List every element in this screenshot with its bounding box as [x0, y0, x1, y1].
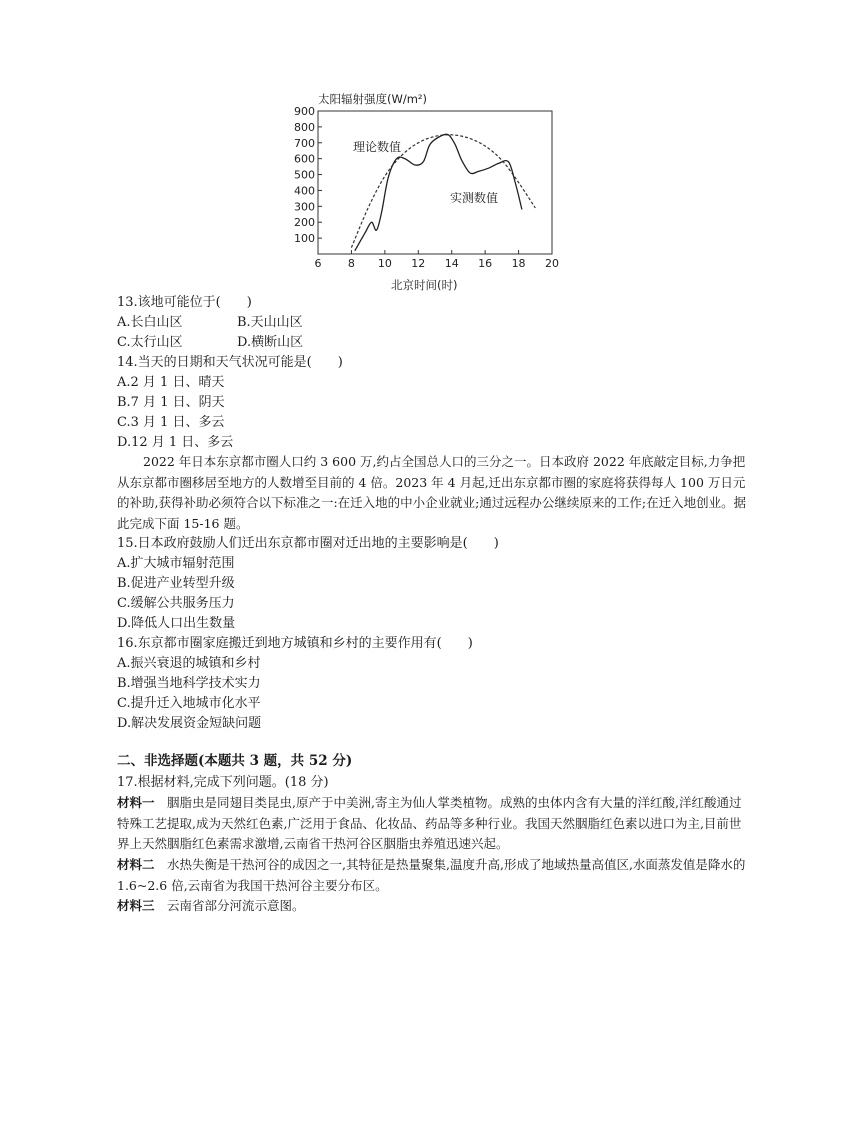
q15-option-b[interactable]: B.促进产业转型升级 [117, 576, 235, 591]
x-tick-label: 6 [314, 257, 322, 270]
x-axis-label: 北京时间(时) [391, 278, 458, 292]
material-2-label: 材料二 [117, 857, 155, 872]
q15-stem: 15.日本政府鼓励人们迁出东京都市圈对迁出地的主要影响是( ) [117, 536, 499, 551]
q13-stem: 13.该地可能位于( ) [117, 295, 252, 310]
tokyo-passage: 2022 年日本东京都市圈人口约 3 600 万,约占全国总人口的三分之一。日本政府 2022 年底敲定目标,力争把从东京都市圈移居至地方的人数增至目前的 4 倍。2023 年 4 月起,迁出东京都市圈的家庭将获得每人 100 万日元的补助,获得补助必须符合以下标准之一:在迁入地的中小企业就业;通过远程办公继续原来的工作;在迁入地创业。据此完成下面 15-16 题。 [117, 454, 747, 531]
y-tick-label: 600 [294, 152, 315, 166]
x-tick-label: 16 [478, 257, 493, 270]
q13-option-c[interactable]: C.太行山区 [117, 335, 183, 350]
q14-option-a[interactable]: A.2 月 1 日、晴天 [117, 375, 225, 390]
q13-option-b[interactable]: B.天山山区 [237, 315, 303, 330]
y-tick-label: 100 [294, 232, 315, 246]
y-tick-label: 900 [294, 105, 315, 118]
y-tick-label: 400 [294, 184, 315, 198]
material-3-label: 材料三 [117, 898, 155, 913]
x-tick-label: 8 [347, 257, 355, 270]
q14-option-c[interactable]: C.3 月 1 日、多云 [117, 415, 225, 430]
material-1-text: 胭脂虫是同翅目类昆虫,原产于中美洲,寄主为仙人掌类植物。成熟的虫体内含有大量的洋红酸,洋红酸通过特殊工艺提取,成为天然红色素,广泛用于食品、化妆品、药品等多种行业。我国天然胭脂红色素以进口为主,目前世界上天然胭脂红色素需求激增,云南省干热河谷区胭脂虫养殖迅速兴起。 [117, 795, 742, 851]
material-1 [117, 793, 747, 855]
q15-option-d[interactable]: D.降低人口出生数量 [117, 616, 236, 631]
y-tick-label: 200 [294, 216, 315, 230]
q16-option-a[interactable]: A.振兴衰退的城镇和乡村 [117, 656, 261, 671]
y-tick-label: 500 [294, 168, 315, 182]
q13-option-a[interactable]: A.长白山区 [117, 315, 183, 330]
q16-option-d[interactable]: D.解决发展资金短缺问题 [117, 716, 262, 731]
y-tick-label: 800 [294, 120, 315, 134]
q16-option-c[interactable]: C.提升迁入地城市化水平 [117, 696, 261, 711]
x-axis-ticks [315, 250, 560, 270]
measured-label: 实测数值 [450, 191, 499, 205]
q17-stem: 17.根据材料,完成下列问题。(18 分) [117, 775, 329, 790]
material-3 [117, 896, 747, 917]
material-3-gap [155, 898, 168, 913]
x-tick-label: 18 [511, 257, 526, 270]
q15-option-c[interactable]: C.缓解公共服务压力 [117, 596, 235, 611]
material-2 [117, 855, 747, 896]
q16-option-b[interactable]: B.增强当地科学技术实力 [117, 676, 261, 691]
x-tick-label: 10 [377, 257, 392, 270]
material-2-gap [155, 857, 168, 872]
theory-label: 理论数值 [353, 140, 402, 154]
solar-radiation-chart [290, 86, 570, 296]
q14-stem: 14.当天的日期和天气状况可能是( ) [117, 355, 343, 370]
material-1-label: 材料一 [117, 795, 155, 810]
q14-option-d[interactable]: D.12 月 1 日、多云 [117, 435, 234, 450]
material-3-text: 云南省部分河流示意图。 [167, 898, 305, 913]
q13-option-d[interactable]: D.横断山区 [237, 335, 304, 350]
q14-option-b[interactable]: B.7 月 1 日、阴天 [117, 395, 225, 410]
q15-option-a[interactable]: A.扩大城市辐射范围 [117, 556, 235, 571]
y-tick-label: 300 [294, 200, 315, 214]
q16-stem: 16.东京都市圈家庭搬迁到地方城镇和乡村的主要作用有( ) [117, 636, 473, 651]
material-2-text: 水热失衡是干热河谷的成因之一,其特征是热量聚集,温度升高,形成了地域热量高值区,水面蒸发值是降水的 1.6~2.6 倍,云南省为我国干热河谷主要分布区。 [117, 857, 746, 893]
x-tick-label: 14 [444, 257, 459, 270]
x-tick-label: 12 [411, 257, 426, 270]
x-tick-label: 20 [545, 257, 559, 270]
section-2-heading: 二、非选择题(本题共 3 题，共 52 分) [117, 753, 353, 769]
material-1-gap [155, 795, 168, 810]
plot-frame [318, 111, 552, 254]
chart-title: 太阳辐射强度(W/m²) [318, 92, 428, 106]
y-tick-label: 700 [294, 136, 315, 150]
